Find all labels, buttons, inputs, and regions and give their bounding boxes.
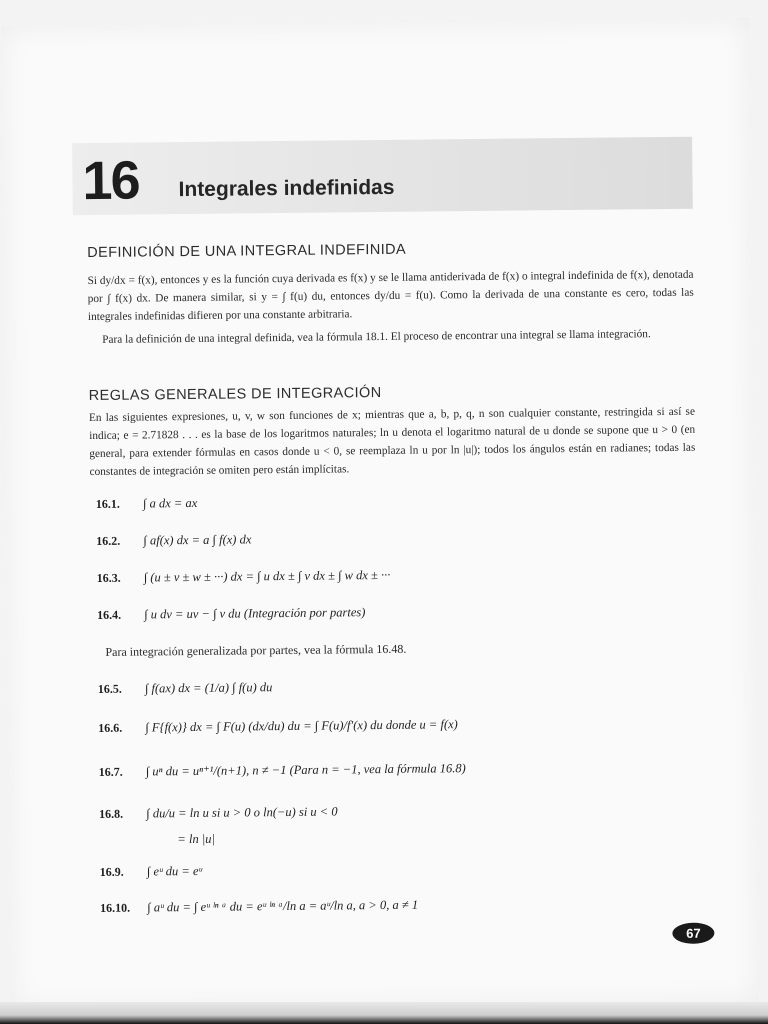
rules-heading: REGLAS GENERALES DE INTEGRACIÓN: [88, 384, 382, 405]
formula-expression: ∫ (u ± v ± w ± ···) dx = ∫ u dx ± ∫ v dx ± ∫ w dx ± ···: [143, 567, 391, 585]
formula-16-9: [100, 859, 700, 880]
formula-16-8: [99, 801, 699, 822]
page-edge-shadow: [0, 1002, 768, 1024]
formula-expression: ∫ F{f(x)} dx = ∫ F(u) (dx/du) du = ∫ F(u)/f′(x) du donde u = f(x): [145, 717, 458, 735]
formula-16-1: [96, 491, 696, 512]
definition-paragraph-2: Para la definición de una integral definida, vea la fórmula 18.1. El proceso de encontrar una integral se llama integración.: [102, 328, 651, 346]
formula-16-5: [98, 676, 698, 697]
formula-16-6: [98, 715, 698, 736]
note-integracion-partes: Para integración generalizada por partes, vea la fórmula 16.48.: [105, 641, 407, 659]
formula-16-7: [99, 758, 699, 780]
formula-expression: ∫ f(ax) dx = (1/a) ∫ f(u) du: [144, 680, 273, 696]
formula-number: 16.6.: [98, 720, 123, 735]
formula-number: 16.7.: [98, 764, 123, 779]
formula-16-2: [96, 528, 696, 549]
definition-paragraph: Si dy/dx = f(x), entonces y es la función cuya derivada es f(x) y se le llama antiderivada de f(x) o integral indefinida de f(x), denotada por ∫ f(x) dx. De manera similar, si y = ∫ f(u) du, entonces dy/du = f(u). Como la derivada de una constante es cero, todas las integrales indefinidas difieren por una constante arbitraria.: [87, 268, 694, 324]
chapter-number: 16: [82, 150, 139, 212]
formula-16-3: [97, 565, 697, 586]
formula-16-10: [100, 895, 700, 916]
formula-expression: ∫ uⁿ du = uⁿ⁺¹/(n+1), n ≠ −1 (Para n = −1, vea la fórmula 16.8): [145, 761, 466, 779]
book-page: [1, 18, 759, 1011]
formula-number: 16.2.: [96, 533, 121, 548]
formula-expression: ∫ af(x) dx = a ∫ f(x) dx: [143, 532, 252, 548]
definition-heading: DEFINICIÓN DE UNA INTEGRAL INDEFINIDA: [87, 241, 407, 262]
formula-expression: ∫ du/u = ln u si u > 0 o ln(−u) si u < 0: [146, 804, 338, 821]
chapter-title: Integrales indefinidas: [178, 175, 395, 202]
formula-expression: ∫ aᵘ du = ∫ eᵘ ˡⁿ ᵃ du = eᵘ ˡⁿ ᵃ/ln a = aᵘ/ln a, a > 0, a ≠ 1: [147, 897, 419, 915]
formula-16-8-continuation: = ln |u|: [177, 831, 215, 847]
formula-expression: ∫ eᵘ du = eᵘ: [146, 863, 203, 879]
formula-16-4: [97, 602, 697, 623]
formula-expression: ∫ u dv = uv − ∫ v du (Integración por partes): [144, 605, 366, 622]
formula-number: 16.10.: [100, 900, 131, 915]
formula-number: 16.1.: [95, 496, 120, 511]
formula-number: 16.9.: [99, 864, 124, 879]
formula-expression: ∫ a dx = ax: [142, 495, 198, 511]
rules-paragraph: En las siguientes expresiones, u, v, w son funciones de x; mientras que a, b, p, q, n son cualquier constante, restringida si así se indica; e = 2.71828 . . . es la base de los logaritmos naturales; ln u denota el logaritmo natural de u donde se supone que u > 0 (en general, para extender fórmulas en casos donde u < 0, se reemplaza ln u por ln |u|); todos los ángulos están en radianes; todas las constantes de integración se omiten pero están implícitas.: [88, 405, 696, 479]
formula-number: 16.5.: [97, 681, 122, 696]
formula-number: 16.4.: [96, 607, 122, 622]
formula-number: 16.8.: [99, 806, 124, 821]
formula-number: 16.3.: [96, 570, 121, 585]
page-number-badge: 67: [672, 923, 714, 944]
